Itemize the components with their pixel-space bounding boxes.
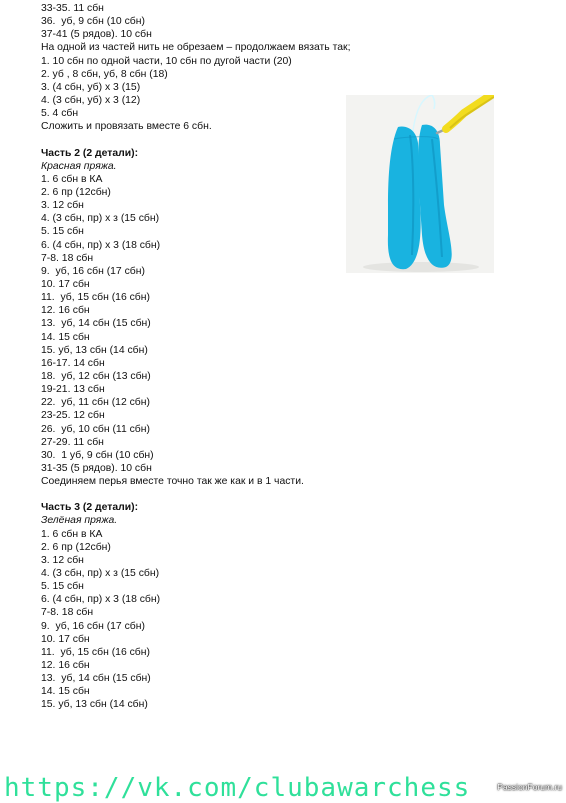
- pattern-row: 3. (4 сбн, уб) х 3 (15): [41, 81, 141, 93]
- pattern-row: 5. 15 сбн: [41, 226, 84, 238]
- pattern-row: 14. 15 сбн: [41, 686, 90, 698]
- pattern-row: 31-35 (5 рядов). 10 сбн: [41, 462, 152, 474]
- pattern-row: 1. 10 сбн по одной части, 10 сбн по дугой части (20): [41, 55, 292, 67]
- pattern-row: 2. уб , 8 сбн, уб, 8 сбн (18): [41, 68, 168, 80]
- watermark: [0, 772, 566, 803]
- pattern-row: 5. 4 сбн: [41, 108, 79, 120]
- pattern-row: 4. (3 сбн, пр) х з (15 сбн): [41, 568, 160, 580]
- part3-rows: [41, 528, 421, 712]
- pattern-row: 15. уб, 13 сбн (14 сбн): [41, 344, 148, 356]
- spacer: [41, 488, 421, 501]
- pattern-row: 12. 16 сбн: [41, 305, 90, 317]
- pattern-row: 14. 15 сбн: [41, 331, 90, 343]
- pattern-row: 11. уб, 15 сбн (16 сбн): [41, 292, 150, 304]
- pattern-row: 4. (3 сбн, пр) х з (15 сбн): [41, 213, 160, 225]
- pattern-row: 1. 6 сбн в КА: [41, 173, 103, 185]
- pattern-row: 6. (4 сбн, пр) х 3 (18 сбн): [41, 594, 161, 606]
- pattern-row: 10. 17 сбн: [41, 278, 90, 290]
- pattern-row: 4. (3 сбн, уб) х 3 (12): [41, 94, 141, 106]
- pattern-row: 26. уб, 10 сбн (11 сбн): [41, 423, 150, 435]
- pattern-row: 7-8. 18 сбн: [41, 607, 94, 619]
- pattern-row: 22. уб, 11 сбн (12 сбн): [41, 397, 150, 409]
- pattern-row: 13. уб, 14 сбн (15 сбн): [41, 673, 151, 685]
- pattern-row: 37-41 (5 рядов). 10 сбн: [41, 29, 152, 41]
- pattern-row: 19-21. 13 сбн: [41, 384, 105, 396]
- pattern-row: 11. уб, 15 сбн (16 сбн): [41, 646, 150, 658]
- pattern-row: 7-8. 18 сбн: [41, 252, 94, 264]
- pattern-row: 3. 12 сбн: [41, 200, 84, 212]
- pattern-row: 16-17. 14 сбн: [41, 357, 105, 369]
- pattern-row: 18. уб, 12 сбн (13 сбн): [41, 370, 151, 382]
- pattern-row: 9. уб, 16 сбн (17 сбн): [41, 620, 145, 632]
- photo-shadow: [363, 262, 479, 272]
- pattern-row: 10. 17 сбн: [41, 633, 90, 645]
- watermark-forum-logo: PassionForum.ru: [497, 782, 562, 792]
- pattern-row: На одной из частей нить не обрезаем – продолжаем вязать так;: [41, 42, 351, 54]
- pattern-row: 5. 15 сбн: [41, 581, 84, 593]
- pattern-row: 23-25. 12 сбн: [41, 410, 105, 422]
- pattern-row: 27-29. 11 сбн: [41, 436, 104, 448]
- pattern-row: 12. 16 сбн: [41, 660, 90, 672]
- pattern-row: 15. уб, 13 сбн (14 сбн): [41, 699, 148, 711]
- pattern-row: 33-35. 11 сбн: [41, 3, 104, 14]
- pattern-row: 9. уб, 16 сбн (17 сбн): [41, 265, 145, 277]
- crochet-feathers-image: [346, 95, 494, 273]
- pattern-row: 36. уб, 9 сбн (10 сбн): [41, 16, 145, 28]
- pattern-row: 13. уб, 14 сбн (15 сбн): [41, 318, 151, 330]
- pattern-row: Соединяем перья вместе точно так же как и в 1 части.: [41, 476, 304, 488]
- pattern-row: 1. 6 сбн в КА: [41, 528, 103, 540]
- pattern-row: 2. 6 пр (12сбн): [41, 186, 111, 198]
- pattern-row: 30. 1 уб, 9 сбн (10 сбн): [41, 449, 154, 461]
- part2-yarn: Красная пряжа.: [41, 160, 117, 172]
- feathers-photo: [346, 95, 494, 273]
- feather-left: [388, 127, 421, 270]
- watermark-url: https://vk.com/clubawarchess: [4, 773, 471, 803]
- part2-heading: Часть 2 (2 детали):: [41, 147, 139, 159]
- part3-yarn: Зелёная пряжа.: [41, 515, 118, 527]
- pattern-row: Сложить и провязать вместе 6 сбн.: [41, 121, 212, 133]
- pattern-row: 3. 12 сбн: [41, 554, 84, 566]
- part3-heading: Часть 3 (2 детали):: [41, 502, 139, 514]
- pattern-row: 6. (4 сбн, пр) х 3 (18 сбн): [41, 239, 161, 251]
- pattern-row: 2. 6 пр (12сбн): [41, 541, 111, 553]
